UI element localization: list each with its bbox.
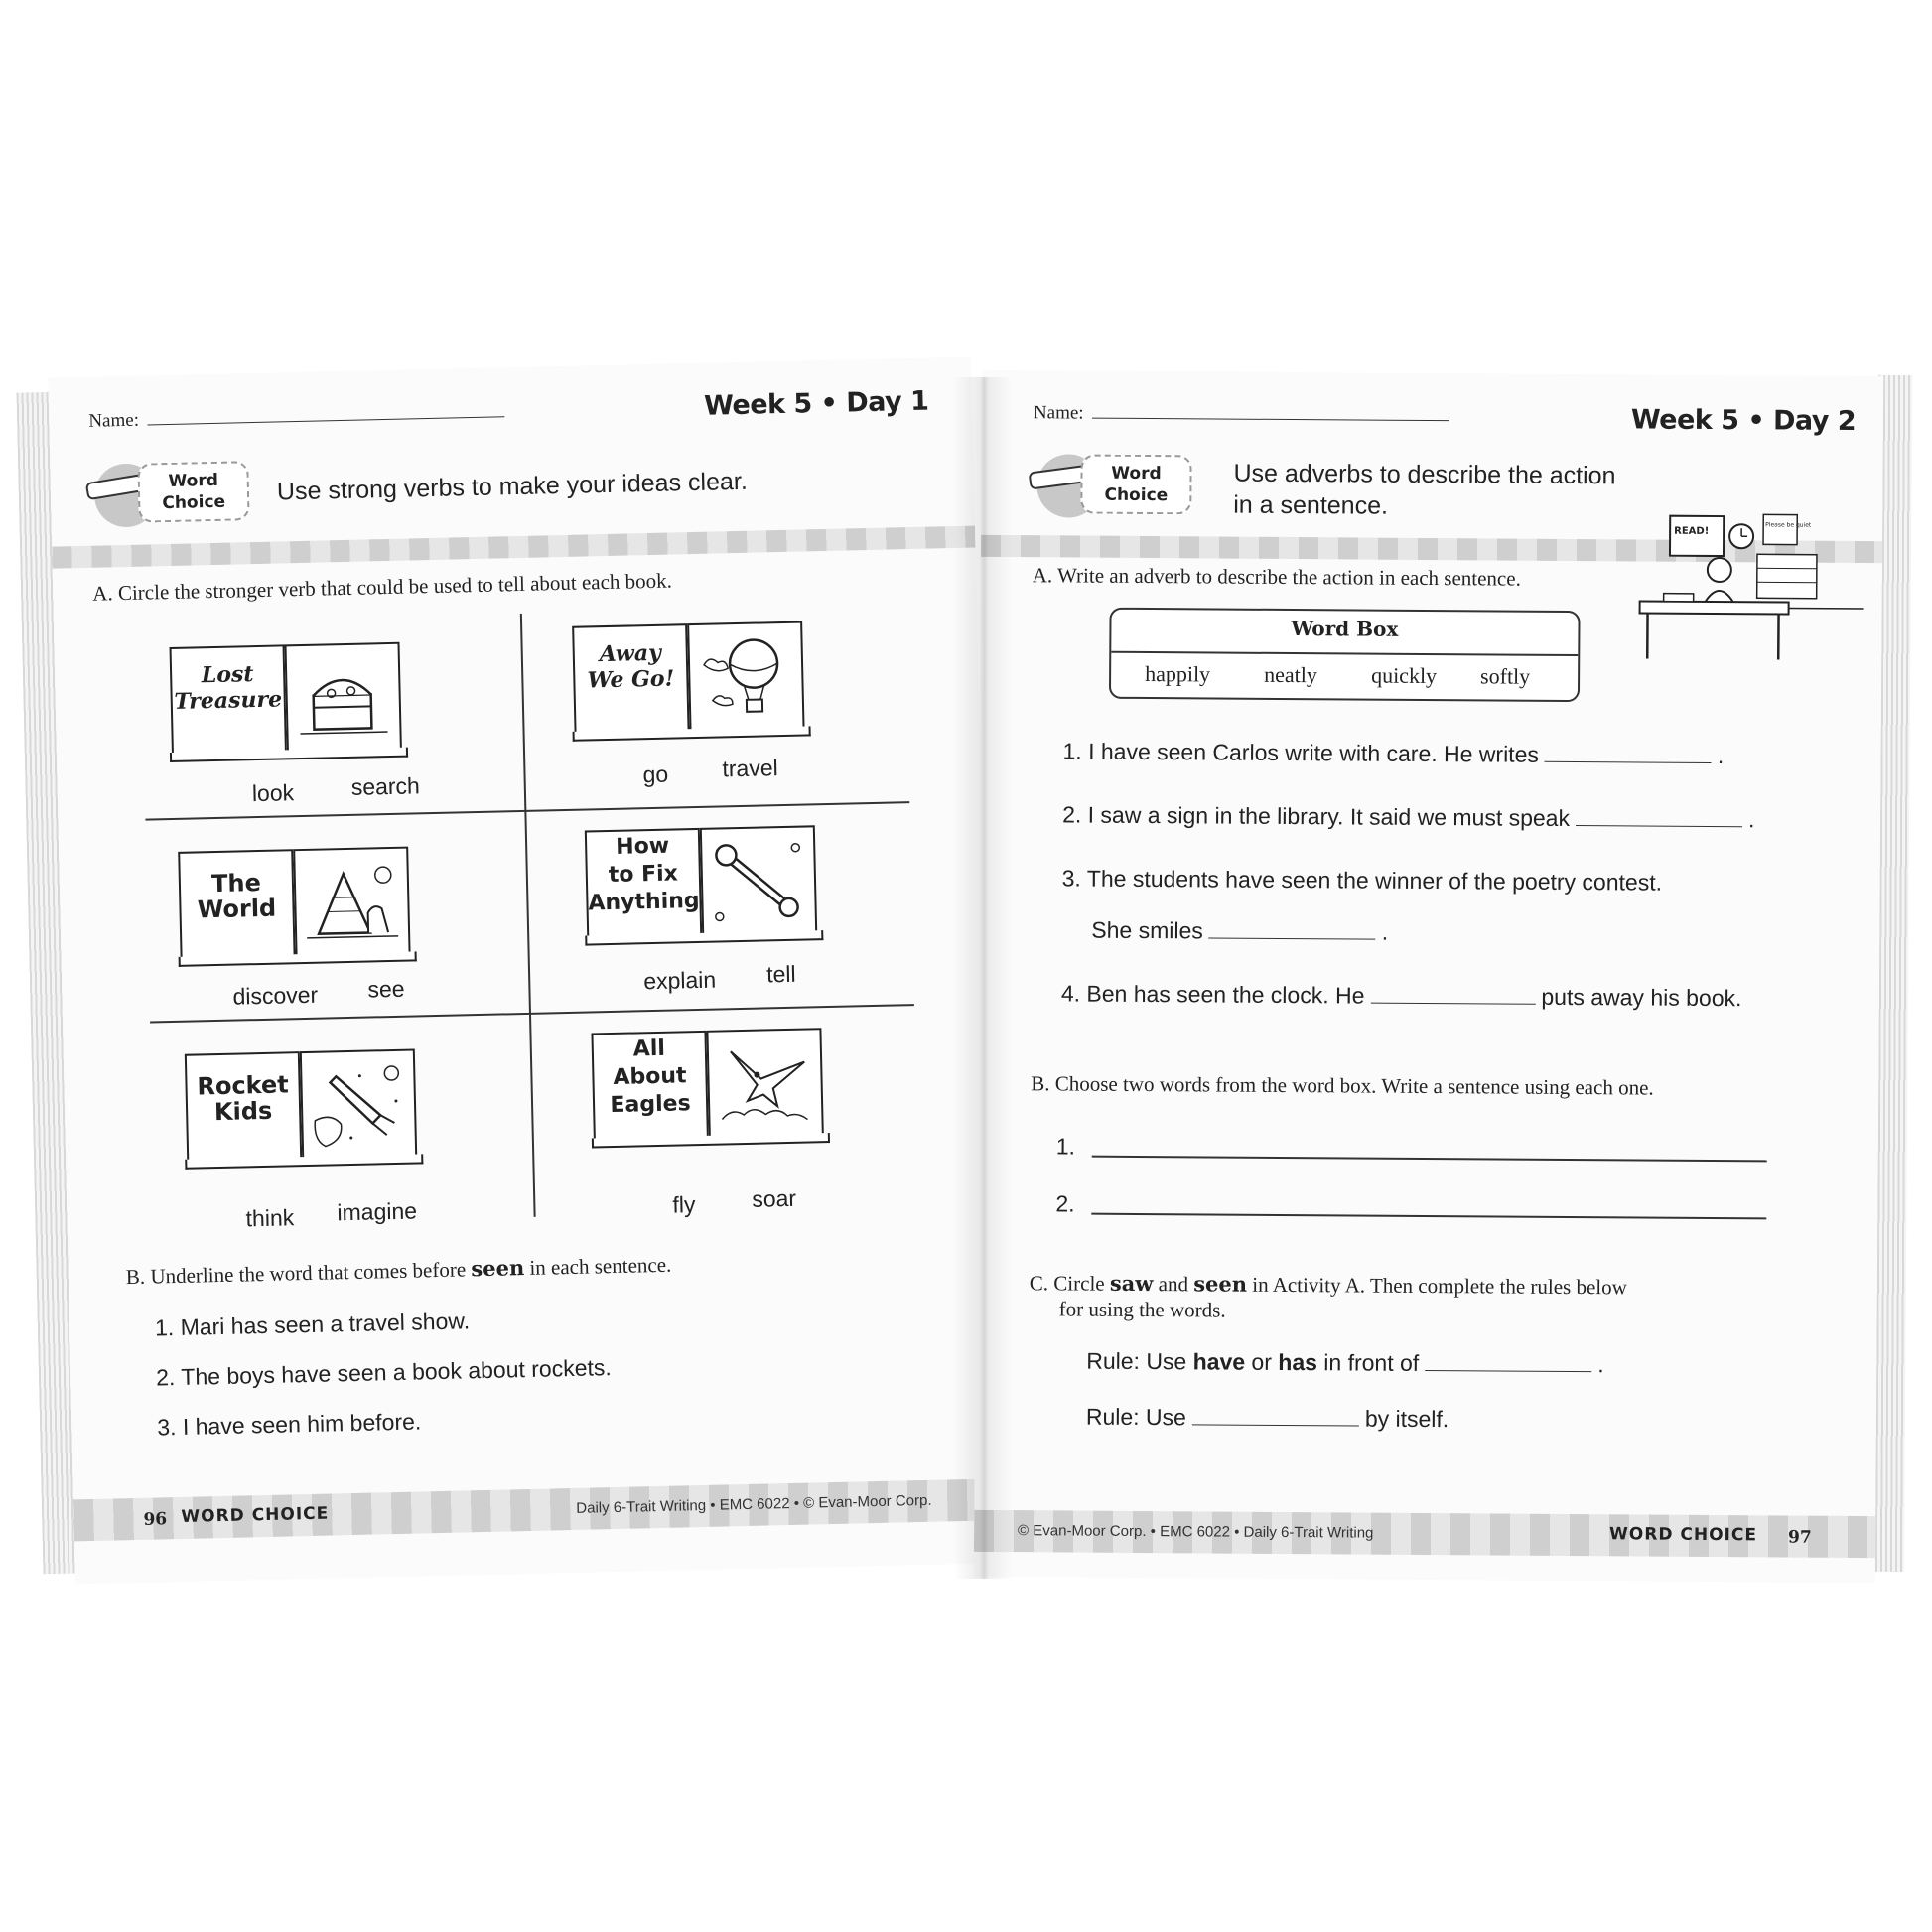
grid-divider-vertical bbox=[520, 614, 536, 1217]
name-field[interactable] bbox=[1034, 402, 1449, 427]
skill-heading: Use strong verbs to make your ideas clear. bbox=[276, 467, 749, 506]
badge-choice: Choice bbox=[162, 491, 226, 514]
book-title-line: The bbox=[210, 868, 262, 898]
skill-heading bbox=[1233, 458, 1615, 524]
hot-air-balloon-icon bbox=[697, 633, 794, 721]
answer-blank[interactable] bbox=[1545, 760, 1712, 763]
question-end: . bbox=[1747, 806, 1755, 833]
verb-choice[interactable]: travel bbox=[722, 755, 778, 782]
rule-text: Rule: Use bbox=[1085, 1403, 1186, 1431]
sentence-text: I have seen him before. bbox=[182, 1408, 422, 1440]
verb-choice[interactable]: tell bbox=[765, 960, 796, 988]
adverb-question-1 bbox=[1062, 738, 1724, 769]
name-field[interactable] bbox=[88, 401, 504, 432]
item-number: 3. bbox=[157, 1414, 177, 1441]
section-b-bold: seen bbox=[471, 1255, 525, 1282]
wrench-icon bbox=[710, 838, 807, 925]
sentence-line-2[interactable] bbox=[1091, 1213, 1766, 1219]
section-b-instruction bbox=[1031, 1071, 1654, 1100]
word-box-word: softly bbox=[1480, 663, 1531, 689]
section-a-letter: A. bbox=[92, 581, 113, 606]
section-c-bold: seen bbox=[1193, 1271, 1248, 1297]
verb-choice[interactable]: see bbox=[367, 975, 405, 1003]
book-title bbox=[187, 1071, 299, 1126]
book-title-line: Away bbox=[599, 639, 662, 668]
section-c-text: and bbox=[1158, 1272, 1189, 1297]
page-number: 97 bbox=[1787, 1527, 1812, 1548]
book-title-line: Eagles bbox=[610, 1091, 691, 1119]
skill-line: in a sentence. bbox=[1233, 490, 1389, 520]
word-box bbox=[1109, 608, 1581, 702]
book-how-to-fix-anything bbox=[583, 819, 824, 953]
item-number: 2. bbox=[155, 1364, 176, 1391]
section-b-text: in each sentence. bbox=[529, 1252, 672, 1280]
section-a-instruction bbox=[92, 569, 672, 607]
word-box-word: quickly bbox=[1371, 662, 1438, 689]
rule-2 bbox=[1086, 1404, 1449, 1434]
adverb-question-2 bbox=[1062, 801, 1754, 833]
rule-text: in front of bbox=[1323, 1349, 1420, 1376]
book-title-line: Treasure bbox=[174, 686, 283, 715]
rule-blank[interactable] bbox=[1192, 1423, 1359, 1426]
verb-choice[interactable]: fly bbox=[672, 1191, 696, 1218]
book-title-line: Rocket bbox=[197, 1070, 289, 1101]
question-text: I have seen Carlos write with care. He writes bbox=[1088, 738, 1540, 767]
footer-section: WORD CHOICE bbox=[181, 1503, 330, 1527]
item-number: 2. bbox=[1062, 801, 1082, 828]
section-c-text: Circle bbox=[1053, 1271, 1105, 1296]
badge-choice: Choice bbox=[1104, 484, 1169, 506]
answer-blank[interactable] bbox=[1576, 824, 1742, 827]
rule-1 bbox=[1086, 1348, 1604, 1379]
sentence-line-1-label: 1. bbox=[1055, 1133, 1076, 1160]
verb-choice[interactable]: soar bbox=[751, 1184, 797, 1212]
word-box-title: Word Box bbox=[1291, 617, 1399, 641]
rule-text: or bbox=[1251, 1348, 1273, 1375]
book-title-line: World bbox=[197, 894, 277, 924]
sentence-1[interactable] bbox=[155, 1308, 471, 1341]
book-lost-treasure bbox=[167, 636, 408, 770]
verb-choice[interactable]: think bbox=[245, 1204, 295, 1232]
book-title bbox=[172, 660, 284, 715]
verb-choice[interactable]: search bbox=[350, 772, 421, 800]
sentence-line-1[interactable] bbox=[1092, 1156, 1767, 1162]
adverb-question-3 bbox=[1062, 865, 1663, 896]
item-number: 4. bbox=[1060, 980, 1081, 1007]
sentence-line-2-label: 2. bbox=[1055, 1190, 1075, 1217]
sentence-text: Mari has seen a travel show. bbox=[180, 1308, 471, 1340]
answer-blank[interactable] bbox=[1370, 1002, 1535, 1005]
section-a-letter: A. bbox=[1032, 563, 1053, 588]
word-box-word: neatly bbox=[1264, 661, 1317, 688]
book-title bbox=[181, 869, 293, 923]
section-b-text: Underline the word that comes before bbox=[150, 1257, 467, 1289]
book-title-line: About bbox=[613, 1063, 687, 1090]
right-page bbox=[974, 370, 1883, 1583]
scene-sign-quiet: Please be quiet bbox=[1765, 521, 1812, 529]
question-end: . bbox=[1381, 918, 1389, 945]
verb-choice[interactable]: go bbox=[642, 760, 669, 788]
rule-bold: have bbox=[1192, 1348, 1246, 1375]
question-text: Ben has seen the clock. He bbox=[1086, 980, 1365, 1009]
rule-text: Rule: Use bbox=[1086, 1347, 1187, 1375]
adverb-question-3-line-2 bbox=[1091, 917, 1388, 946]
book-title bbox=[594, 1035, 707, 1121]
badge-word: Word bbox=[168, 470, 219, 491]
section-a-instruction bbox=[1033, 563, 1521, 591]
badge-label bbox=[1080, 455, 1191, 515]
skill-line: Use adverbs to describe the action bbox=[1233, 459, 1616, 490]
rule-end: . bbox=[1597, 1351, 1604, 1378]
section-c-instruction bbox=[1030, 1270, 1627, 1325]
footer-credit: © Evan-Moor Corp. • EMC 6022 • Daily 6-Trait Writing bbox=[1018, 1522, 1374, 1542]
question-text: The students have seen the winner of the poetry contest. bbox=[1086, 865, 1663, 896]
sentence-2[interactable] bbox=[156, 1354, 612, 1391]
book-away-we-go bbox=[570, 615, 811, 749]
section-c-text: in Activity A. Then complete the rules below bbox=[1252, 1272, 1627, 1300]
week-day-title: Week 5 • Day 1 bbox=[703, 385, 929, 422]
eagle-icon bbox=[717, 1039, 814, 1127]
sentence-text: The boys have seen a book about rockets. bbox=[181, 1354, 613, 1390]
answer-blank[interactable] bbox=[1209, 936, 1376, 939]
rule-blank[interactable] bbox=[1425, 1369, 1591, 1372]
badge-word: Word bbox=[1111, 463, 1162, 484]
week-day-title: Week 5 • Day 2 bbox=[1630, 404, 1857, 437]
footer-section: WORD CHOICE bbox=[1609, 1524, 1758, 1546]
badge-label bbox=[137, 461, 249, 523]
book-title-line: We Go! bbox=[587, 665, 675, 694]
section-b-letter: B. bbox=[1031, 1071, 1050, 1096]
scene-sign-read: READ! bbox=[1674, 525, 1710, 537]
name-label: Name: bbox=[1033, 402, 1084, 424]
book-title-line: to Fix bbox=[608, 861, 679, 889]
book-title-line: Lost bbox=[201, 661, 254, 689]
pyramid-sphinx-icon bbox=[303, 859, 400, 946]
rule-text: by itself. bbox=[1364, 1405, 1449, 1433]
book-title-line: Kids bbox=[213, 1096, 273, 1127]
page-number: 96 bbox=[143, 1509, 168, 1530]
book-title bbox=[575, 639, 687, 694]
question-text: puts away his book. bbox=[1541, 983, 1742, 1012]
section-b-text: Choose two words from the word box. Write a sentence using each one. bbox=[1054, 1071, 1654, 1100]
rocket-planet-icon bbox=[310, 1061, 407, 1149]
name-line[interactable] bbox=[1092, 417, 1449, 422]
library-reading-scene-icon bbox=[1629, 509, 1868, 670]
book-title-line: Anything bbox=[588, 888, 700, 916]
item-number: 3. bbox=[1061, 865, 1081, 892]
section-b-letter: B. bbox=[125, 1264, 146, 1290]
verb-choice[interactable]: discover bbox=[232, 981, 319, 1010]
section-c-letter: C. bbox=[1029, 1271, 1049, 1296]
rule-bold: has bbox=[1278, 1348, 1318, 1376]
book-title-line: All bbox=[632, 1035, 666, 1062]
item-number: 1. bbox=[154, 1314, 175, 1341]
book-title bbox=[587, 832, 700, 918]
book-gutter-shadow bbox=[953, 377, 1013, 1579]
book-all-about-eagles bbox=[589, 1022, 830, 1156]
section-c-bold: saw bbox=[1109, 1270, 1154, 1297]
book-title-line: How bbox=[615, 833, 670, 860]
section-b-instruction bbox=[126, 1252, 672, 1290]
treasure-chest-icon bbox=[295, 654, 392, 742]
adverb-question-4 bbox=[1061, 980, 1742, 1012]
section-a-text: Circle the stronger verb that could be used to tell about each book. bbox=[117, 568, 673, 606]
word-box-divider bbox=[1111, 651, 1578, 656]
word-choice-badge bbox=[1029, 446, 1208, 526]
section-a-text: Write an adverb to describe the action in each sentence. bbox=[1057, 563, 1521, 591]
footer-credit: Daily 6-Trait Writing • EMC 6022 • © Evan-Moor Corp. bbox=[576, 1491, 932, 1517]
question-text: She smiles bbox=[1091, 916, 1203, 944]
question-end: . bbox=[1717, 743, 1725, 769]
word-box-word: happily bbox=[1145, 660, 1211, 687]
verb-choice[interactable]: explain bbox=[642, 966, 717, 995]
verb-choice[interactable]: look bbox=[251, 779, 295, 807]
book-the-world bbox=[176, 840, 417, 974]
left-page bbox=[48, 357, 998, 1585]
question-text: I saw a sign in the library. It said we must speak bbox=[1087, 801, 1571, 831]
name-label: Name: bbox=[88, 409, 140, 432]
name-line[interactable] bbox=[147, 415, 504, 425]
sentence-3[interactable] bbox=[157, 1408, 421, 1441]
item-number: 1. bbox=[1062, 738, 1082, 764]
section-c-text: for using the words. bbox=[1058, 1297, 1226, 1322]
word-choice-badge bbox=[85, 453, 266, 536]
book-rocket-kids bbox=[183, 1042, 424, 1176]
verb-choice[interactable]: imagine bbox=[337, 1197, 418, 1226]
